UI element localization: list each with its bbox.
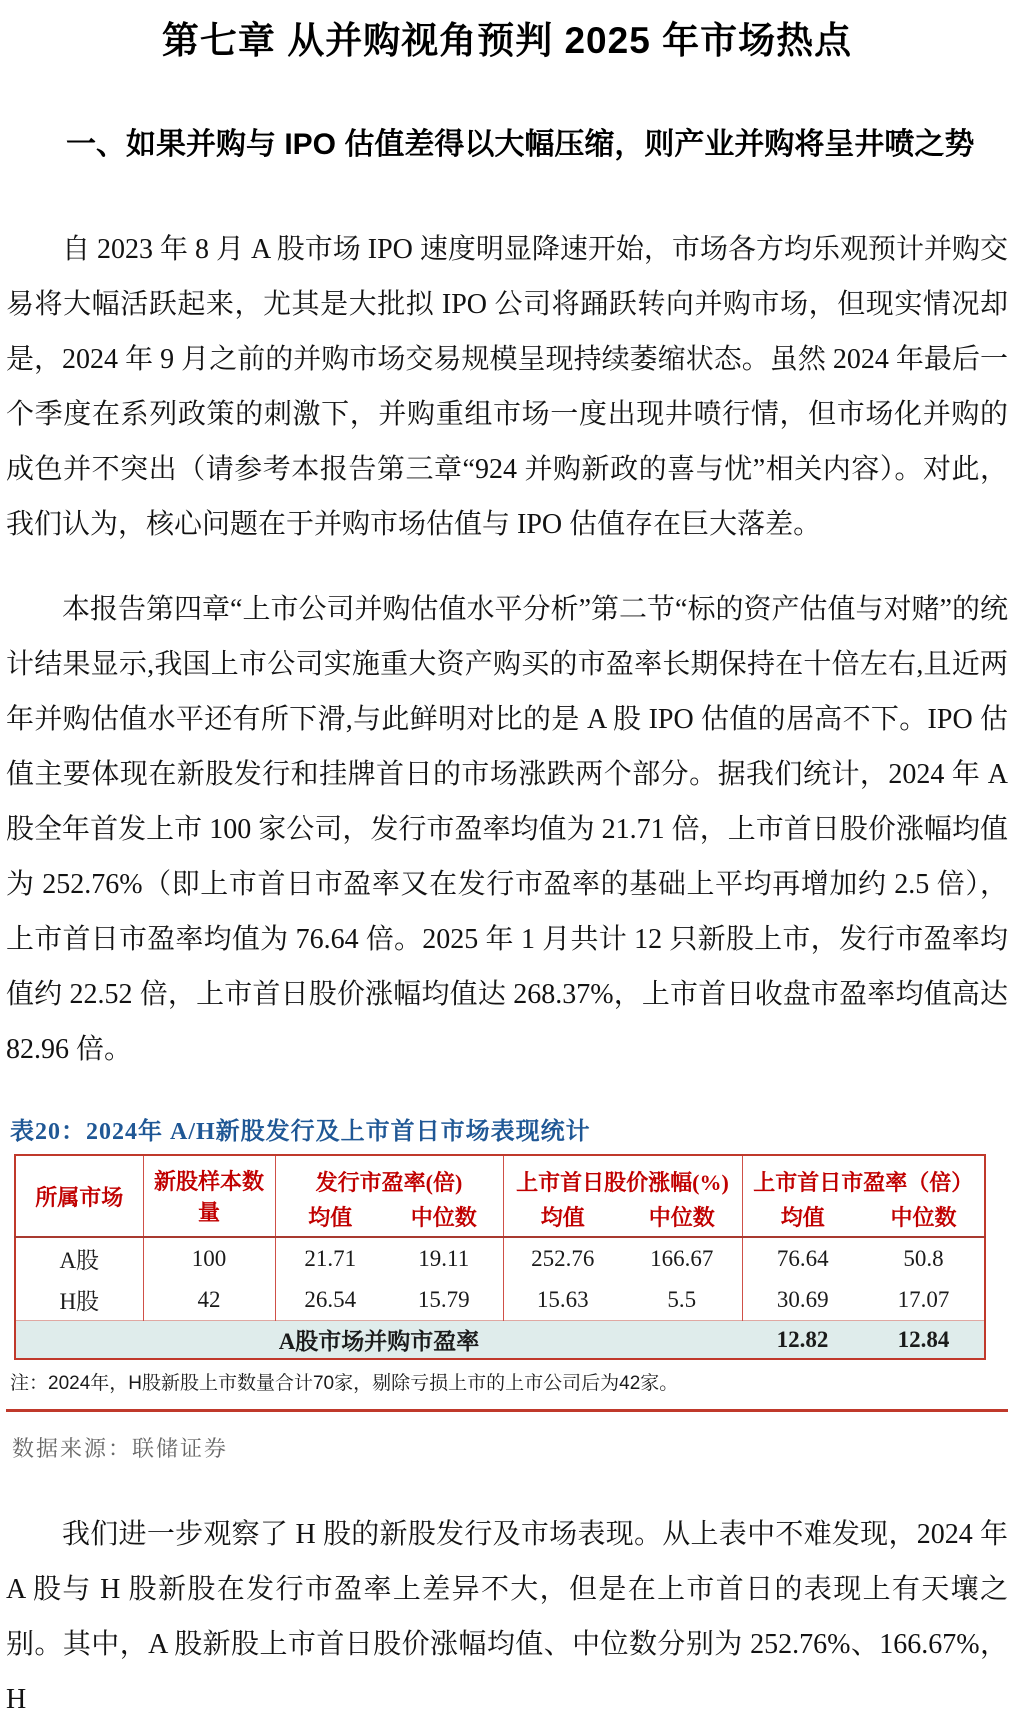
header-gain-mean: 均值 (503, 1200, 622, 1237)
cell-market: H股 (59, 1289, 100, 1314)
header-group-issue-pe: 发行市盈率(倍) (275, 1155, 503, 1200)
cell-gain-median: 5.5 (667, 1286, 697, 1312)
cell-market: A股 (59, 1248, 100, 1273)
divider-rule (6, 1409, 1008, 1412)
cell-sample: 42 (143, 1279, 275, 1321)
cell-gain-mean: 252.76 (503, 1237, 622, 1279)
header-issue-pe-median: 中位数 (385, 1200, 503, 1237)
cell-gain-mean: 15.63 (503, 1279, 622, 1321)
header-firstday-pe-mean: 均值 (742, 1200, 863, 1237)
cell-firstday-pe-mean: 30.69 (742, 1279, 863, 1321)
table-header-group-row (15, 1155, 985, 1200)
cell-gain-median: 166.67 (650, 1245, 714, 1271)
section-heading: 一、如果并购与 IPO 估值差得以大幅压缩，则产业并购将呈井喷之势 (66, 128, 975, 161)
summary-median: 12.84 (863, 1321, 985, 1360)
table-row-h-share (15, 1279, 985, 1321)
table-note: 注：2024年，H股新股上市数量合计70家，剔除亏损上市的上市公司后为42家。 (10, 1373, 679, 1394)
cell-issue-pe-median: 15.79 (417, 1286, 470, 1312)
data-source: 数据来源：联储证券 (12, 1436, 229, 1461)
cell-issue-pe-median: 19.11 (418, 1245, 470, 1271)
table-title: 表20：2024年 A/H新股发行及上市首日市场表现统计 (10, 1119, 591, 1145)
cell-firstday-pe-median: 50.8 (903, 1245, 944, 1271)
cell-issue-pe-mean: 26.54 (275, 1279, 385, 1321)
summary-label: A股市场并购市盈率 (15, 1321, 742, 1360)
table-summary-row (15, 1321, 985, 1360)
cell-firstday-pe-median: 17.07 (897, 1286, 950, 1312)
table-row-a-share (15, 1237, 985, 1279)
paragraph-2: 本报告第四章“上市公司并购估值水平分析”第二节“标的资产估值与对赌”的统计结果显示,我国上市公司实施重大资产购买的市盈率长期保持在十倍左右,且近两年并购估值水平还有所下滑,与此鲜明对比的是 A 股 IPO 估值的居高不下。IPO 估值主要体现在新股发行和挂牌首日的市场涨跌两个部分。据我们统计，2024 年 A 股全年首发上市 100 家公司，发行市盈率均值为 21.71 倍，上市首日股价涨幅均值为 252.76%（即上市首日市盈率又在发行市盈率的基础上平均再增加约 2.5 倍），上市首日市盈率均值为 76.64 倍。2025 年 1 月共计 12 只新股上市，发行市盈率均值约 22.52 倍，上市首日股价涨幅均值达 268.37%，上市首日收盘市盈率均值高达 82.96 倍。 (6, 594, 1008, 1065)
header-group-firstday-pe: 上市首日市盈率（倍） (742, 1155, 985, 1200)
summary-mean: 12.82 (742, 1321, 863, 1360)
header-group-firstday-gain: 上市首日股价涨幅(%) (503, 1155, 742, 1200)
header-gain-median: 中位数 (622, 1200, 742, 1237)
header-issue-pe-mean: 均值 (275, 1200, 385, 1237)
ipo-stats-table (14, 1154, 986, 1360)
paragraph-1: 自 2023 年 8 月 A 股市场 IPO 速度明显降速开始，市场各方均乐观预计并购交易将大幅活跃起来，尤其是大批拟 IPO 公司将踊跃转向并购市场，但现实情况却是，2024 年 9 月之前的并购市场交易规模呈现持续萎缩状态。虽然 2024 年最后一个季度在系列政策的刺激下，并购重组市场一度出现井喷行情，但市场化并购的成色并不突出（请参考本报告第三章“924 并购新政的喜与忧”相关内容）。对此，我们认为，核心问题在于并购市场估值与 IPO 估值存在巨大落差。 (6, 234, 1008, 540)
header-firstday-pe-median: 中位数 (863, 1200, 985, 1237)
paragraph-3: 我们进一步观察了 H 股的新股发行及市场表现。从上表中不难发现，2024 年 A 股与 H 股新股在发行市盈率上差异不大，但是在上市首日的表现上有天壤之别。其中，A 股新股上市首日股价涨幅均值、中位数分别为 252.76%、166.67%，H (6, 1519, 1008, 1715)
chapter-title: 第七章 从并购视角预判 2025 年市场热点 (161, 20, 853, 61)
cell-issue-pe-mean: 21.71 (275, 1237, 385, 1279)
cell-sample: 100 (143, 1237, 275, 1279)
header-market: 所属市场 (15, 1155, 143, 1237)
header-sample-count: 新股样本数量 (143, 1155, 275, 1237)
cell-firstday-pe-mean: 76.64 (742, 1237, 863, 1279)
